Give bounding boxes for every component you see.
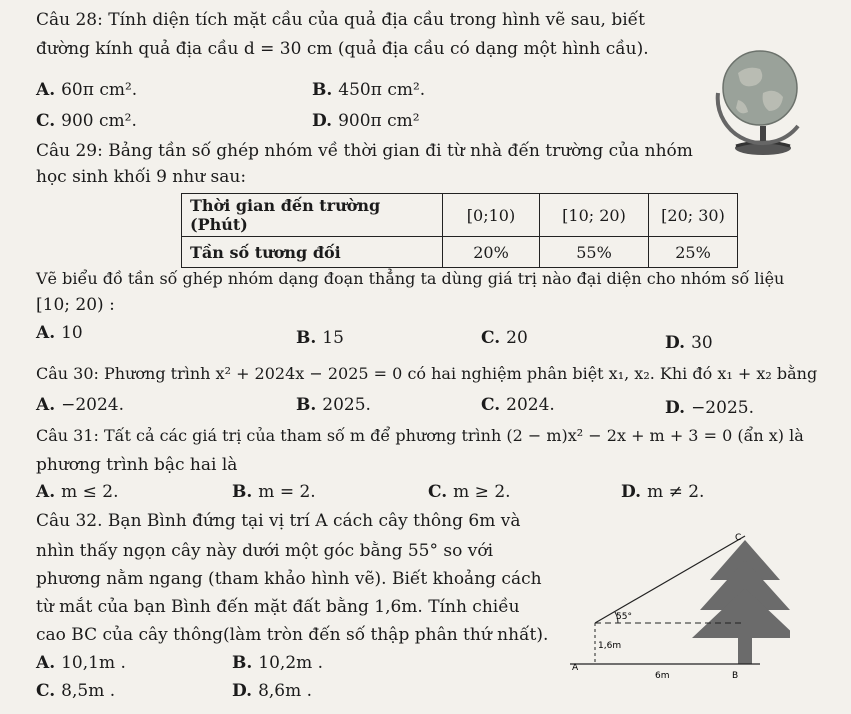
table-cell: Thời gian đến trường (Phút) [182,194,443,237]
table-cell: [20; 30) [649,194,738,237]
q28-line2: đường kính quả địa cầu d = 30 cm (quả địa cầu có dạng một hình cầu). [36,39,649,59]
q28-option-d: D. 900π cm² [312,111,420,131]
q31-line1: Câu 31: Tất cả các giá trị của tham số m để phương trình (2 − m)x² − 2x + m + 3 = 0 (ẩn x) là [36,426,804,445]
q31-option-d: D. m ≠ 2. [621,482,705,502]
q31-line2: phương trình bậc hai là [36,455,238,475]
label-distance: 6m [655,671,670,681]
q32-line4: từ mắt của bạn Bình đến mặt đất bằng 1,6m. Tính chiều [36,597,520,617]
q32-line2: nhìn thấy ngọn cây này dưới một góc bằng 55° so với [36,541,494,561]
q31-option-b: B. m = 2. [232,482,316,502]
label-b: B [732,671,739,681]
q29-line3: Vẽ biểu đồ tần số ghép nhóm dạng đoạn thẳng ta dùng giá trị nào đại diện cho nhóm số liệu [36,269,785,288]
frequency-table [181,193,738,268]
q32-line5: cao BC của cây thông(làm tròn đến số thập phân thứ nhất). [36,625,549,645]
table-cell: 55% [540,237,649,268]
q28-option-a: A. 60π cm². [36,80,138,100]
q31-option-c: C. m ≥ 2. [428,482,511,502]
q31-option-a: A. m ≤ 2. [36,482,119,502]
q29-line4: [10; 20) : [36,295,115,315]
q32-line1: Câu 32. Bạn Bình đứng tại vị trí A cách cây thông 6m và [36,511,521,531]
globe-image [698,38,828,163]
q29-option-d: D. 30 [665,333,713,353]
q30-option-d: D. −2025. [665,398,754,418]
q32-option-d: D. 8,6m . [232,681,313,701]
label-c: C [735,533,742,543]
q32-option-c: C. 8,5m . [36,681,116,701]
label-angle: 55° [616,612,632,622]
table-cell: [10; 20) [540,194,649,237]
q29-line1: Câu 29: Bảng tần số ghép nhóm về thời gian đi từ nhà đến trường của nhóm [36,141,693,161]
q30-line1: Câu 30: Phương trình x² + 2024x − 2025 = 0 có hai nghiệm phân biệt x₁, x₂. Khi đó x₁ + x₂ bằng [36,364,818,383]
globe-sphere [723,51,797,125]
tree-figure [560,518,790,688]
q32-option-a: A. 10,1m . [36,653,126,673]
q30-option-c: C. 2024. [481,395,555,415]
table-cell: 20% [443,237,540,268]
table-cell: 25% [649,237,738,268]
q30-option-b: B. 2025. [296,395,371,415]
label-height: 1,6m [598,641,622,651]
table-header-row [182,194,738,237]
q29-option-a: A. 10 [36,323,83,343]
label-a: A [572,663,579,673]
q32-line3: phương nằm ngang (tham khảo hình vẽ). Biết khoảng cách [36,569,542,589]
q28-option-b: B. 450π cm². [312,80,426,100]
table-cell: Tần số tương đối [182,237,443,268]
globe-stand [760,126,766,142]
q29-option-b: B. 15 [296,328,344,348]
q32-option-b: B. 10,2m . [232,653,324,673]
q29-option-c: C. 20 [481,328,528,348]
q28-line1: Câu 28: Tính diện tích mặt cầu của quả địa cầu trong hình vẽ sau, biết [36,10,645,30]
q28-option-c: C. 900 cm². [36,111,137,131]
table-cell: [0;10) [443,194,540,237]
q30-option-a: A. −2024. [36,395,125,415]
table-row [182,237,738,268]
tree-trunk [738,636,752,664]
q29-line2: học sinh khối 9 như sau: [36,167,247,187]
